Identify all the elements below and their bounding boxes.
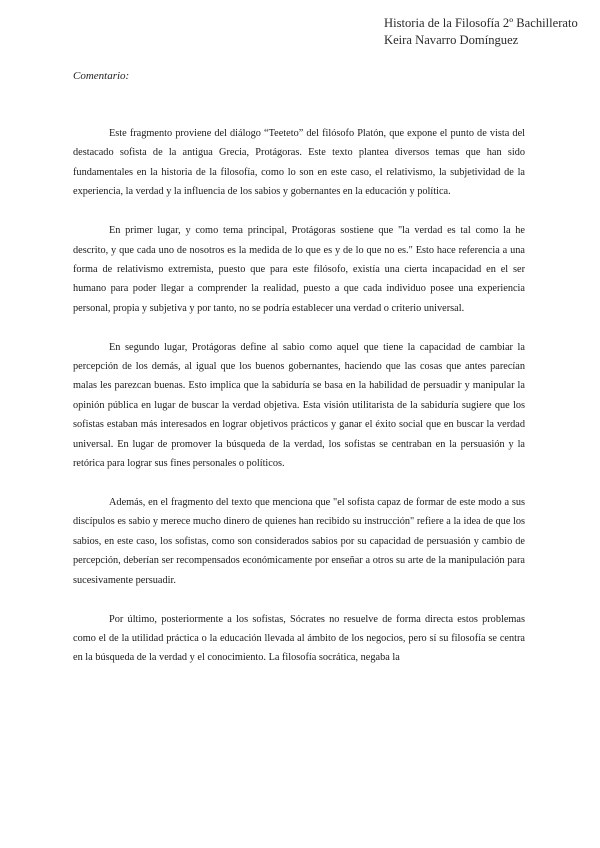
paragraph: En segundo lugar, Protágoras define al sabio como aquel que tiene la capacidad de cambiar la percepción de los demás, al igual que los buenos gobernantes, haciendo que las cosas que antes parecían malas les parezcan buenas. Esto implica que la sabiduría se basa en la habilidad de persuadir y manipular la opinión pública en lugar de buscar la verdad objetiva. Esta visión utilitarista de la sabiduría sugiere que los sofistas estaban más interesados en lograr objetivos prácticos y ganar el éxito social que en buscar la verdad universal. En lugar de promover la búsqueda de la verdad, los sofistas se centraban en la persuasión y la retórica para lograr sus fines personales o políticos.	[73, 341, 525, 470]
paragraph: Por último, posteriormente a los sofistas, Sócrates no resuelve de forma directa estos problemas como el de la utilidad práctica o la educación llevada al ámbito de los negocios, pero sí su filosofía se centra en la búsqueda de la verdad y el conocimiento. La filosofía socrática, negaba la	[73, 613, 525, 664]
comment-label: Comentario:	[73, 70, 130, 82]
paragraph: Este fragmento proviene del diálogo “Teeteto” del filósofo Platón, que expone el punto de vista del destacado sofista de la antigua Grecia, Protágoras. Este texto plantea diversos temas que han sido fundamentales en la historia de la filosofía, como lo son en este caso, el relativismo, la subjetividad de la experiencia, la verdad y la influencia de los sabios y gobernantes en la educación y política.	[73, 128, 525, 198]
document-header	[384, 15, 596, 49]
document-body	[73, 124, 525, 687]
paragraph: En primer lugar, y como tema principal, Protágoras sostiene que "la verdad es tal como la he descrito, y que cada uno de nosotros es la medida de lo que es y de lo que no es." Esto hace referencia a una forma de relativismo extremista, puesto que para este filósofo, existía una cierta incapacidad en el ser humano para poder llegar a comprender la realidad, puesto a que cada individuo posee una experiencia personal, propia y subjetiva y por tanto, no se podría establecer una verdad o criterio universal.	[73, 225, 525, 314]
header-course: Historia de la Filosofía 2º Bachillerato	[384, 16, 578, 30]
header-author: Keira Navarro Domínguez	[384, 33, 519, 47]
paragraph: Además, en el fragmento del texto que menciona que "el sofista capaz de formar de este modo a sus discípulos es sabio y merece mucho dinero de quienes han recibido su instrucción" refiere a la idea de que los sabios, en este caso, los sofistas, como son considerados sabios por su capacidad de persuasión y cambio de percepción, deberían ser recompensados económicamente por enseñar a otros su arte de la manipulación para sucesivamente persuadir.	[73, 497, 525, 586]
